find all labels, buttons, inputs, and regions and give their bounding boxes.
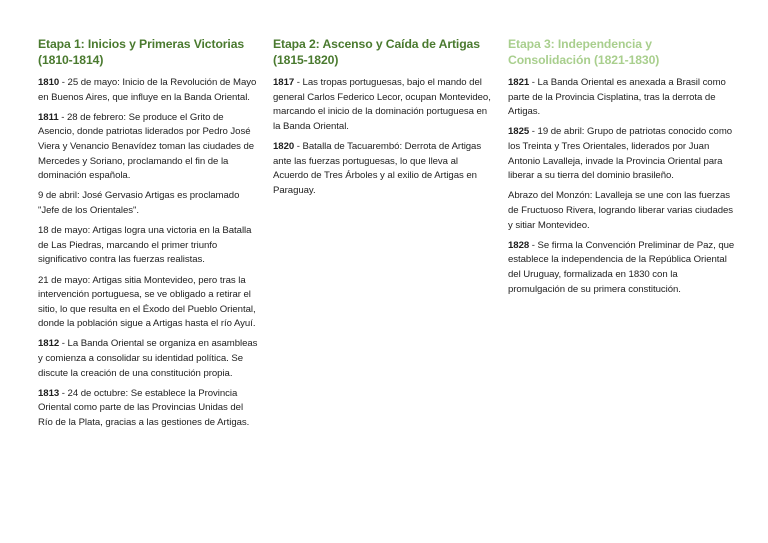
column-heading: Etapa 1: Inicios y Primeras Victorias (1810-1814)	[38, 37, 245, 67]
entry-text: - 24 de octubre: Se establece la Provincia Oriental como parte de las Provincias Unidas del Río de la Plata, gracias a las gestiones de Artigas.	[38, 387, 250, 429]
entry-text: - La Banda Oriental es anexada a Brasil como parte de la Provincia Cisplatina, tras la derrota de Artigas.	[508, 77, 726, 118]
timeline-entry	[508, 125, 736, 183]
timeline-entry	[38, 337, 260, 381]
column-etapa-1	[38, 36, 260, 436]
timeline-entry	[273, 140, 495, 198]
entry-text: - 28 de febrero: Se produce el Grito de Asencio, donde patriotas liderados por Pedro José Viera y Venancio Benavídez toman las ciudades de Mercedes y Soriano, proclamando el fin de la dominación española.	[38, 111, 255, 182]
entry-text: - La Banda Oriental se organiza en asambleas y comienza a consolidar su identidad política. Se discute la creación de una constitución propia.	[38, 338, 258, 379]
entry-year: 1810	[38, 77, 60, 88]
column-etapa-3	[508, 36, 736, 303]
entry-text: - Batalla de Tacuarembó: Derrota de Artigas ante las fuerzas portuguesas, lo que lleva al Acuerdo de Tres Árboles y al exilio de Artigas en Paraguay.	[273, 140, 482, 196]
timeline-entry	[508, 189, 736, 233]
entry-year: 1821	[508, 77, 530, 88]
entry-year: 1828	[508, 239, 530, 251]
timeline-entry	[38, 274, 260, 332]
entry-year: 1811	[38, 111, 59, 123]
entry-text: - 25 de mayo: Inicio de la Revolución de Mayo en Buenos Aires, que influye en la Banda Oriental.	[38, 77, 257, 103]
entry-text: - 19 de abril: Grupo de patriotas conocido como los Treinta y Tres Orientales, liderados por Juan Antonio Lavalleja, invade la Provincia Oriental para liberar a su tierra del dominio brasileño.	[508, 126, 733, 182]
entry-text: 18 de mayo: Artigas logra una victoria en la Batalla de Las Piedras, marcando el primer triunfo significativo contra las fuerzas realistas.	[38, 225, 252, 266]
entry-year: 1825	[508, 126, 530, 138]
column-etapa-2	[273, 36, 495, 204]
entry-text: - Las tropas portuguesas, bajo el mando del general Carlos Federico Lecor, ocupan Montevideo, marcando el inicio de la dominación portuguesa en la Banda Oriental.	[273, 77, 491, 132]
entry-year: 1813	[38, 387, 60, 399]
entry-text: 9 de abril: José Gervasio Artigas es proclamado "Jefe de los Orientales".	[38, 190, 240, 216]
timeline-entry	[38, 387, 260, 431]
entry-text: Abrazo del Monzón: Lavalleja se une con las fuerzas de Fructuoso Rivera, logrando liberar varias ciudades y sitiar Montevideo.	[508, 190, 734, 231]
entry-year: 1812	[38, 338, 60, 350]
timeline-entry	[508, 239, 736, 297]
entry-year: 1817	[273, 77, 295, 88]
entry-text: 21 de mayo: Artigas sitia Montevideo, pero tras la intervención portuguesa, se ve obligado a retirar el sitio, lo que resulta en el Éxodo del Pueblo Oriental, donde la población sigue a Artigas hasta el río Ayuí.	[38, 274, 256, 330]
timeline-entry	[38, 224, 260, 268]
timeline-entry	[38, 111, 260, 184]
timeline-entry	[38, 76, 260, 105]
entry-text: - Se firma la Convención Preliminar de Paz, que establece la independencia de la República Oriental del Uruguay, formalizada en 1830 con la promulgación de su primera constitución.	[508, 239, 735, 295]
timeline-entry	[508, 76, 736, 120]
timeline-entry	[273, 76, 495, 134]
column-heading: Etapa 2: Ascenso y Caída de Artigas (1815-1820)	[273, 37, 480, 67]
column-heading: Etapa 3: Independencia y Consolidación (1821-1830)	[508, 37, 660, 67]
entry-year: 1820	[273, 140, 295, 152]
timeline-entry	[38, 189, 260, 218]
